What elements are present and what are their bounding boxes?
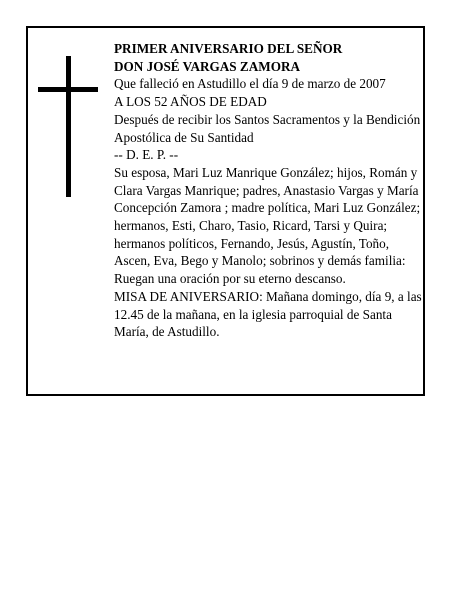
- family-paragraph: Su esposa, Mari Luz Manrique González; hijos, Román y Clara Vargas Manrique; padres, Anastasio Vargas y María Concepción Zamora ; madre política, Mari Luz González; hermanos, Esti, Charo, Tasio, Ricard, Tarsi y Quira; hermanos políticos, Fernando, Jesús, Agustín, Toño, Ascen, Eva, Bego y Manolo; sobrinos y demás familia:: [114, 164, 421, 269]
- prayer-line: Ruegan una oración por su eterno descanso.: [114, 271, 346, 287]
- mass-paragraph: MISA DE ANIVERSARIO: Mañana domingo, día 9, a las 12.45 de la mañana, en la iglesia parroquial de Santa María, de Astudillo.: [114, 288, 422, 340]
- cross-icon-bar: [38, 87, 98, 92]
- sacraments-line: Después de recibir los Santos Sacramentos y la Bendición Apostólica de Su Santidad: [114, 111, 421, 145]
- cross-icon: [66, 56, 71, 197]
- death-info: Que falleció en Astudillo el día 9 de marzo de 2007: [114, 76, 386, 92]
- notice-text: [114, 40, 426, 341]
- notice-title-line1: PRIMER ANIVERSARIO DEL SEÑOR: [114, 41, 343, 56]
- dep-line: -- D. E. P. --: [114, 147, 179, 163]
- notice-title-line2: DON JOSÉ VARGAS ZAMORA: [114, 58, 300, 74]
- obituary-notice: [26, 26, 425, 396]
- age-line: A LOS 52 AÑOS DE EDAD: [114, 94, 267, 110]
